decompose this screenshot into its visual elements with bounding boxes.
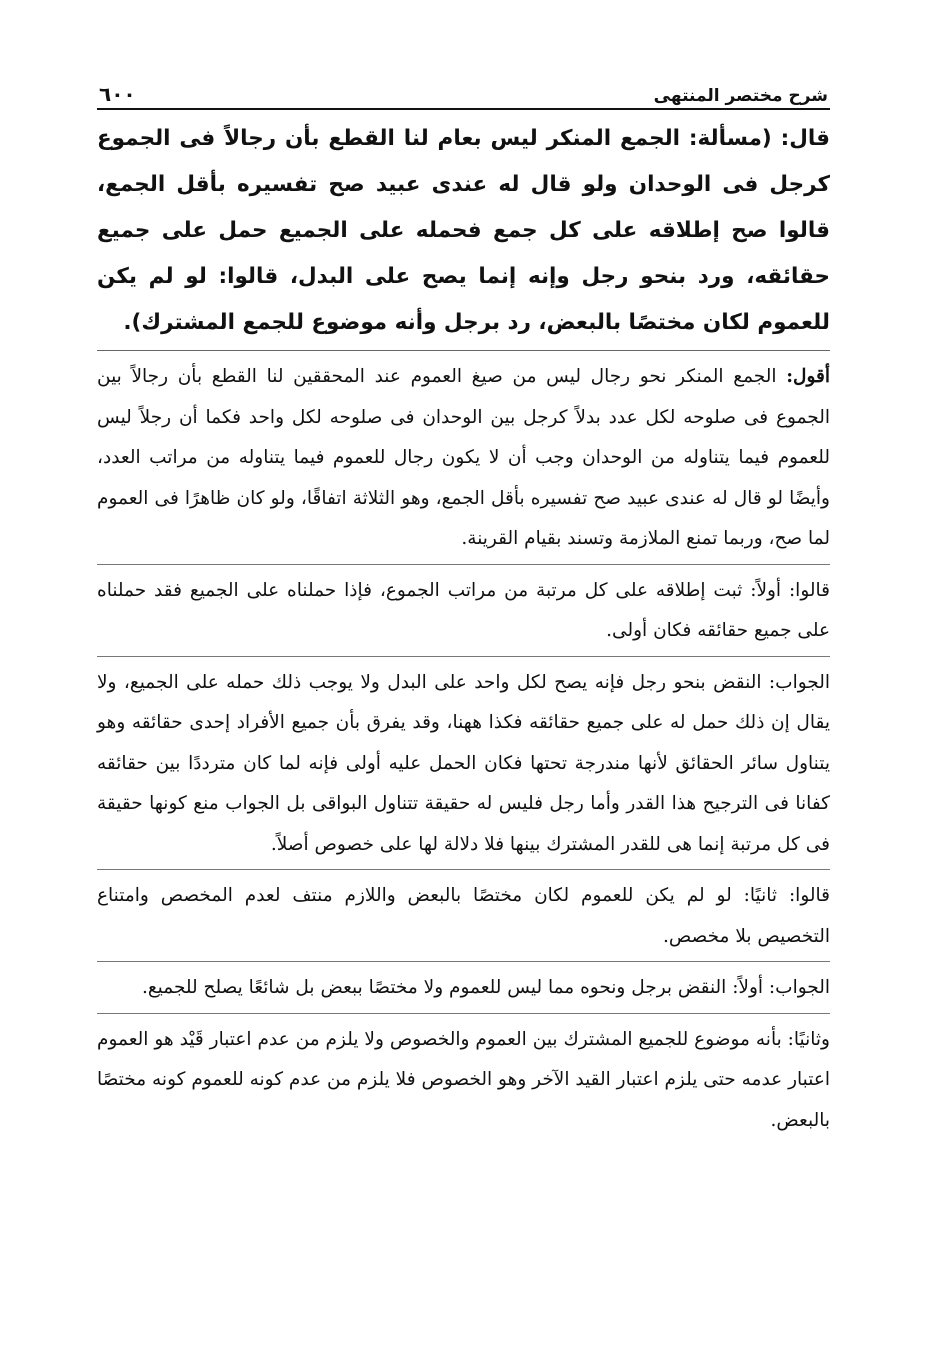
commentary-paragraph	[97, 571, 830, 657]
commentary-paragraph	[97, 968, 830, 1014]
page-header	[97, 76, 830, 110]
book-page	[97, 76, 830, 1326]
commentary-paragraph	[97, 357, 830, 565]
commentary-paragraph	[97, 876, 830, 962]
paragraph-lead: أقول:	[786, 366, 830, 387]
paragraph-text: الجمع المنكر نحو رجال ليس من صيغ العموم عند المحققين لنا القطع بأن رجالاً بين الجموع فى صلوحه لكل عدد بدلاً كرجل بين الوحدان فى صلوحه لكل واحد فكما أن رجلاً ليس للعموم فيما يتناوله من الوحدان وجب أن لا يكون رجال للعموم فيما يتناوله من مراتب العدد، وأيضًا لو قال له عندى عبيد صح تفسيره بأقل الجمع، وهو الثلاثة اتفاقًا، ولو كان ظاهرًا فى العموم لما صح، وربما تمنع الملازمة وتسند بقيام القرينة.	[97, 366, 830, 549]
paragraph-text: قال: (مسألة: الجمع المنكر ليس بعام لنا القطع بأن رجالاً فى الجموع كرجل فى الوحدان ولو قال له عندى عبيد صح تفسيره بأقل الجمع، قالوا صح إطلاقه على كل جمع فحمله على الجميع حمل على جميع حقائقه، ورد بنحو رجل وإنه إنما يصح على البدل، قالوا: لو لم يكن للعموم لكان مختصًا بالبعض، رد برجل وأنه موضوع للجمع المشترك).	[97, 126, 830, 335]
paragraph-text: قالوا: ثانيًا: لو لم يكن للعموم لكان مختصًا بالبعض واللازم منتف لعدم المخصص وامتناع التخصيص بلا مخصص.	[97, 885, 830, 947]
running-title: شرح مختصر المنتهى	[653, 86, 828, 106]
commentary-paragraph	[97, 663, 830, 871]
paragraph-text: وثانيًا: بأنه موضوع للجميع المشترك بين العموم والخصوص ولا يلزم من عدم اعتبار قَيْد هو العموم اعتبار عدمه حتى يلزم اعتبار القيد الآخر وهو الخصوص فلا يلزم من عدم كونه للعموم كونه مختصًا بالبعض.	[97, 1028, 830, 1131]
page-number: ٦٠٠	[99, 82, 136, 106]
commentary-paragraph	[97, 1020, 830, 1146]
paragraph-text: الجواب: النقض بنحو رجل فإنه يصح لكل واحد على البدل ولا يوجب ذلك حمله على الجميع، ولا يقال إن ذلك حمل له على جميع حقائقه فكذا ههنا، وقد يفرق بأن جميع الأفراد إحدى حقائقه وهو يتناول سائر الحقائق لأنها مندرجة تحتها فكان الحمل عليه أولى فإنه لما كان مترددًا بين حقائقه كفانا فى الترجيح هذا القدر وأما رجل فليس له حقيقة تتناول البواقى بل الجواب منع كونها حقيقة فى كل مرتبة إنما هى للقدر المشترك بينها فلا دلالة لها على خصوص أصلاً.	[97, 671, 830, 855]
paragraph-text: الجواب: أولاً: النقض برجل ونحوه مما ليس للعموم ولا مختصًا ببعض بل شائعًا يصلح للجميع.	[141, 977, 830, 998]
paragraph-text: قالوا: أولاً: ثبت إطلاقه على كل مرتبة من مراتب الجموع، فإذا حملناه على الجميع فقد حملناه على جميع حقائقه فكان أولى.	[97, 579, 830, 641]
page-body	[97, 116, 830, 1145]
matn-paragraph	[97, 116, 830, 351]
